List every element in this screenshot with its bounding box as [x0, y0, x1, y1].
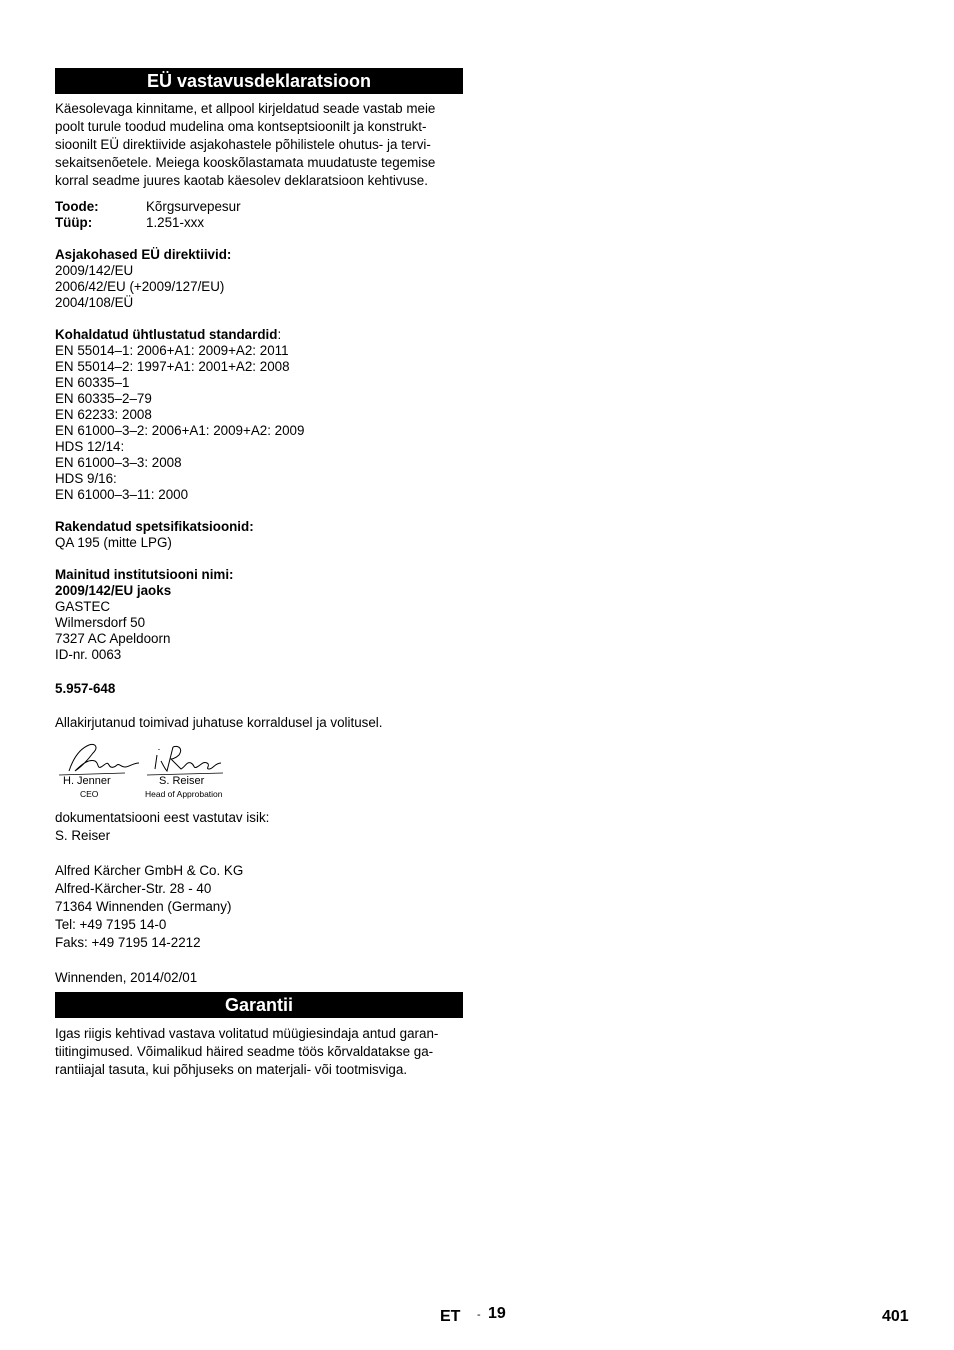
responsible-name: S. Reiser — [55, 828, 111, 843]
doc-number: 5.957-648 — [55, 681, 116, 696]
intro-line: Käesolevaga kinnitame, et allpool kirjeldatud seade vastab meie — [55, 101, 436, 116]
directives-section — [55, 247, 463, 311]
footer-page-number: 401 — [882, 1308, 909, 1325]
signer2-role: Head of Approbation — [145, 789, 223, 799]
standard-item: HDS 12/14: — [55, 439, 125, 454]
footer-language: ET — [440, 1308, 461, 1325]
footer-dash: - — [477, 1309, 481, 1321]
intro-line: korral seadme juures kaotab käesolev deklaratsioon kehtivuse. — [55, 173, 428, 188]
institution-subheading: 2009/142/EU jaoks — [55, 583, 172, 598]
signatures — [55, 741, 463, 803]
signed-section — [55, 715, 463, 731]
standards-colon: : — [277, 327, 282, 342]
warranty-line: tiitingimused. Võimalikud häired seadme töös kõrvaldatakse ga- — [55, 1044, 434, 1059]
directive-item: 2006/42/EU (+2009/127/EU) — [55, 279, 225, 294]
footer-section-page: 19 — [488, 1305, 506, 1322]
standard-item: EN 62233: 2008 — [55, 407, 152, 422]
doc-number-section — [55, 681, 463, 697]
intro-line: poolt turule toodud mudelina oma kontseptsioonilt ja konstrukt- — [55, 119, 427, 134]
address-line: Tel: +49 7195 14-0 — [55, 917, 167, 932]
standard-item: EN 61000–3–11: 2000 — [55, 487, 189, 502]
directives-heading: Asjakohased EÜ direktiivid: — [55, 247, 232, 262]
standards-heading-line — [55, 327, 463, 343]
intro-line: sekaitsenõetele. Meiega kooskõlastamata muudatuste tegemise — [55, 155, 436, 170]
standard-item: EN 60335–2–79 — [55, 391, 152, 406]
responsible-section — [55, 809, 463, 845]
warranty-text — [55, 1025, 463, 1079]
standards-section — [55, 327, 463, 503]
specs-heading: Rakendatud spetsifikatsioonid: — [55, 519, 254, 534]
institution-line: 7327 AC Apeldoorn — [55, 631, 171, 646]
signer2-name: S. Reiser — [159, 775, 205, 787]
intro-line: sioonilt EÜ direktiivide asjakohastele põhilistele ohutus- ja tervi- — [55, 137, 431, 152]
type-row — [55, 215, 463, 231]
institution-section — [55, 567, 463, 663]
signer1-role: CEO — [80, 789, 99, 799]
type-label: Tüüp: — [55, 215, 93, 230]
standard-item: HDS 9/16: — [55, 471, 117, 486]
standard-item: EN 60335–1 — [55, 375, 130, 390]
standard-item: EN 55014–1: 2006+A1: 2009+A2: 2011 — [55, 343, 289, 358]
directive-item: 2004/108/EÜ — [55, 295, 134, 310]
specs-value: QA 195 (mitte LPG) — [55, 535, 172, 550]
warranty-line: rantiiajal tasuta, kui põhjuseks on materjali- või tootmisviga. — [55, 1062, 408, 1077]
institution-heading: Mainitud institutsiooni nimi: — [55, 567, 234, 582]
warranty-line: Igas riigis kehtivad vastava volitatud müügiesindaja antud garan- — [55, 1026, 439, 1041]
product-row — [55, 199, 463, 215]
signer1-name: H. Jenner — [63, 775, 111, 787]
standard-item: EN 55014–2: 1997+A1: 2001+A2: 2008 — [55, 359, 290, 374]
institution-line: ID-nr. 0063 — [55, 647, 122, 662]
address-line: Alfred Kärcher GmbH & Co. KG — [55, 863, 244, 878]
standard-item: EN 61000–3–2: 2006+A1: 2009+A2: 2009 — [55, 423, 305, 438]
signed-text: Allakirjutanud toimivad juhatuse korraldusel ja volitusel. — [55, 715, 383, 730]
product-value: Kõrgsurvepesur — [146, 199, 241, 214]
place-date: Winnenden, 2014/02/01 — [55, 970, 198, 985]
warranty-heading: Garantii — [55, 992, 463, 1018]
institution-line: GASTEC — [55, 599, 111, 614]
type-value: 1.251-xxx — [146, 215, 205, 230]
address-line: Alfred-Kärcher-Str. 28 - 40 — [55, 881, 212, 896]
specs-section — [55, 519, 463, 551]
address-section — [55, 862, 463, 952]
standards-heading: Kohaldatud ühtlustatud standardid — [55, 327, 278, 342]
institution-line: Wilmersdorf 50 — [55, 615, 146, 630]
declaration-heading: EÜ vastavusdeklaratsioon — [55, 68, 463, 94]
content-column — [55, 68, 463, 1079]
product-label: Toode: — [55, 199, 99, 214]
standard-item: EN 61000–3–3: 2008 — [55, 455, 182, 470]
address-line: Faks: +49 7195 14-2212 — [55, 935, 201, 950]
declaration-intro — [55, 100, 463, 190]
address-line: 71364 Winnenden (Germany) — [55, 899, 232, 914]
product-info — [55, 199, 463, 231]
responsible-label: dokumentatsiooni eest vastutav isik: — [55, 810, 270, 825]
directive-item: 2009/142/EU — [55, 263, 134, 278]
